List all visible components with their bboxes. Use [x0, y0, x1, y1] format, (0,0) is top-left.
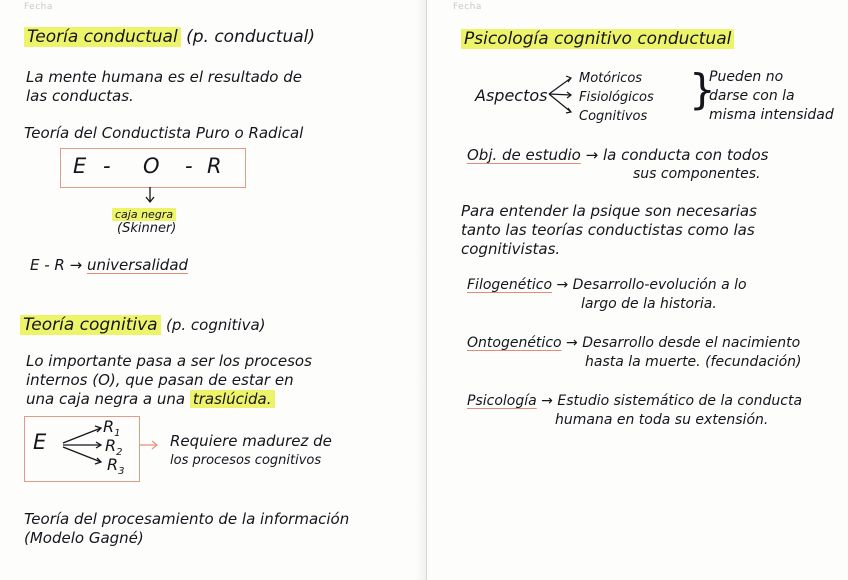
requiere-line: los procesos cognitivos — [170, 453, 322, 468]
diagram-e: E — [33, 430, 47, 454]
arrow-icon: → — [69, 256, 83, 274]
pueden-line: darse con la — [709, 88, 795, 104]
paragraph-line: tanto las teorías conductistas como las — [461, 221, 755, 239]
psicologia-line2: humana en toda su extensión. — [555, 412, 769, 428]
diagram-r1: $R_1$ — [103, 417, 121, 440]
psicologia-line: Psicología → Estudio sistemático de la conducta — [467, 393, 803, 409]
paragraph-line: una caja negra a una traslúcida. — [26, 390, 275, 409]
paragraph-line: cognitivistas. — [461, 240, 561, 258]
eor-e: E — [73, 154, 87, 178]
arrow-icon: → — [556, 277, 569, 293]
eor-dash: - — [103, 154, 111, 178]
branch-arrows-icon — [549, 72, 579, 116]
paragraph-line: internos (O), que pasan de estar en — [26, 371, 294, 389]
curly-brace: } — [689, 65, 716, 114]
filogenetico-line2: largo de la historia. — [581, 296, 717, 312]
aspect-item: Motóricos — [579, 71, 643, 86]
filogenetico-line: Filogenético → Desarrollo-evolución a lo — [467, 277, 747, 293]
filogenetico-label: Filogenético — [467, 277, 553, 293]
er-diagram-box — [24, 416, 140, 482]
eor-box — [60, 148, 246, 188]
ontogenetico-line: Ontogenético → Desarrollo desde el nacimiento — [467, 335, 801, 351]
requiere-line: Requiere madurez de — [170, 432, 332, 450]
heading-teoria-cognitiva — [20, 314, 266, 336]
eor-dash: - — [185, 154, 193, 178]
psicologia-label: Psicología — [467, 393, 537, 409]
obj-estudio-label: Obj. de estudio — [467, 146, 581, 164]
heading-highlight: Psicología cognitivo conductual — [461, 29, 734, 49]
right-notebook-page — [427, 0, 848, 580]
diagram-r2: $R_2$ — [105, 436, 123, 459]
fecha-label: Fecha — [24, 2, 53, 12]
procesamiento-line: (Modelo Gagné) — [24, 529, 144, 547]
eor-o: O — [143, 154, 160, 178]
fecha-label: Fecha — [453, 2, 482, 12]
paragraph-line: La mente humana es el resultado de — [26, 68, 302, 86]
down-arrow-icon — [145, 187, 155, 205]
heading-highlight: Teoría conductual — [24, 27, 181, 47]
er-line — [30, 256, 188, 275]
arrow-icon: → — [566, 335, 578, 351]
subtitle-conductista: Teoría del Conductista Puro o Radical — [24, 124, 304, 142]
aspect-item: Cognitivos — [579, 109, 648, 124]
caja-negra-label: caja negra — [112, 205, 176, 224]
traslucida-highlight: traslúcida. — [190, 390, 275, 408]
obj-estudio-line: Obj. de estudio → la conducta con todos — [467, 146, 769, 164]
pueden-line: misma intensidad — [709, 107, 834, 123]
paragraph-line: las conductas. — [26, 87, 134, 105]
heading-teoria-conductual — [24, 26, 315, 48]
heading-highlight: Teoría cognitiva — [20, 315, 161, 335]
arrow-icon: → — [541, 393, 553, 409]
skinner-label: (Skinner) — [117, 221, 177, 236]
aspectos-label: Aspectos — [475, 86, 548, 105]
ontogenetico-line2: hasta la muerte. (fecundación) — [585, 354, 802, 370]
universalidad-word: universalidad — [87, 256, 189, 274]
pueden-line: Pueden no — [709, 69, 784, 85]
procesamiento-line: Teoría del procesamiento de la información — [24, 510, 350, 528]
ontogenetico-label: Ontogenético — [467, 335, 562, 351]
heading-paren: (p. conductual) — [186, 27, 315, 47]
red-arrow-icon — [140, 440, 160, 450]
paragraph-line: Lo importante pasa a ser los procesos — [26, 352, 312, 370]
diagram-r3: $R_3$ — [107, 455, 125, 478]
arrow-icon: → — [585, 146, 599, 164]
paragraph-line: Para entender la psique son necesarias — [461, 202, 757, 220]
obj-estudio-line2: sus componentes. — [633, 166, 761, 182]
heading-paren: (p. cognitiva) — [166, 316, 266, 334]
eor-r: R — [207, 154, 222, 178]
heading-psicologia-cognitivo-conductual — [461, 28, 734, 50]
er-prefix: E - R — [30, 256, 65, 274]
aspect-item: Fisiológicos — [579, 90, 654, 105]
